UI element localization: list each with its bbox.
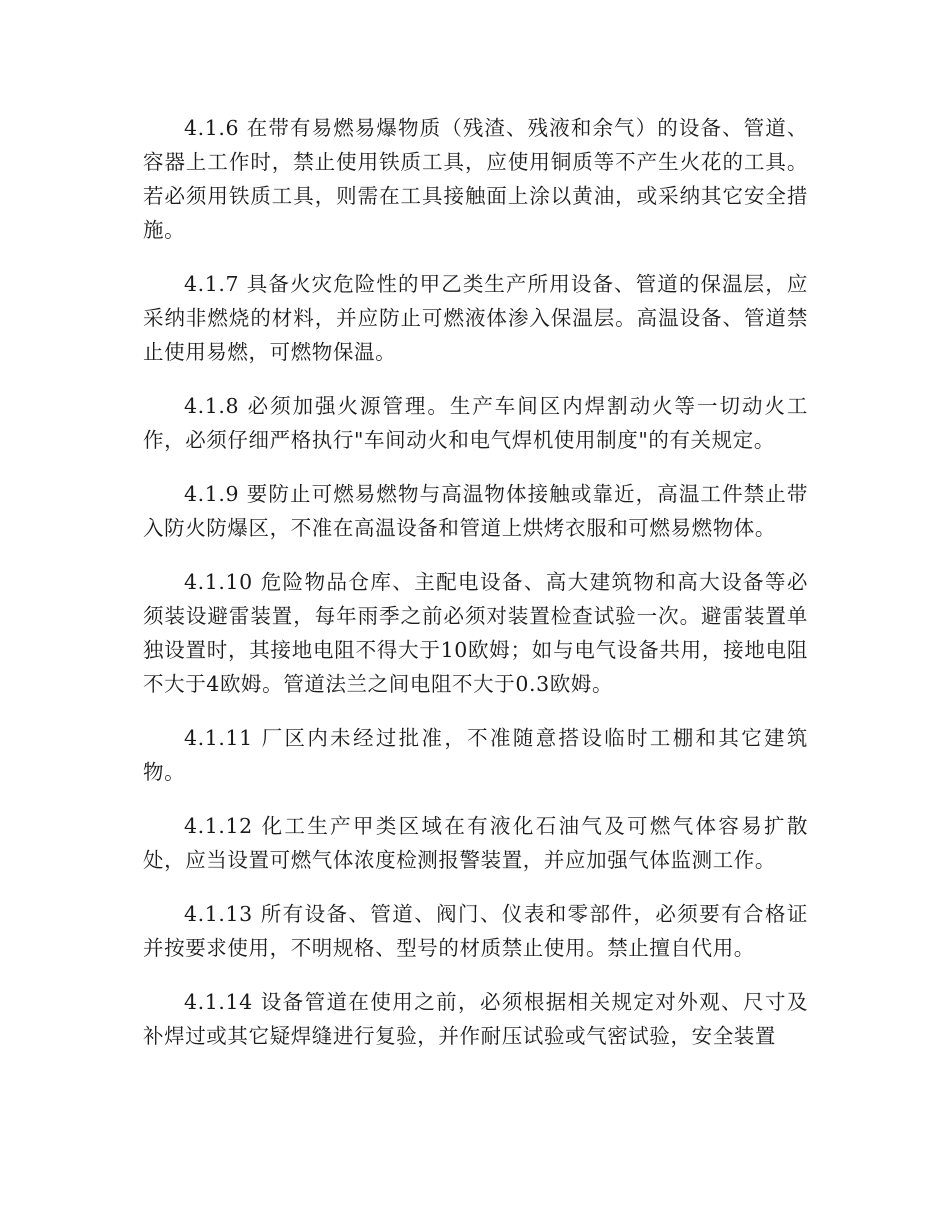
document-body xyxy=(143,111,808,1073)
paragraph-4-1-8: 4.1.8 必须加强火源管理。生产车间区内焊割动火等一切动火工作，必须仔细严格执行"车间动火和电气焊机使用制度"的有关规定。 xyxy=(143,394,808,452)
paragraph-4-1-11: 4.1.11 厂区内未经过批准，不准随意搭设临时工棚和其它建筑物。 xyxy=(143,726,808,784)
paragraph-4-1-6: 4.1.6 在带有易燃易爆物质（残渣、残液和余气）的设备、管道、容器上工作时，禁止使用铁质工具，应使用铜质等不产生火花的工具。若必须用铁质工具，则需在工具接触面上涂以黄油，或采纳其它安全措施。 xyxy=(143,116,808,242)
paragraph-4-1-9: 4.1.9 要防止可燃易燃物与高温物体接触或靠近，高温工件禁止带入防火防爆区，不准在高温设备和管道上烘烤衣服和可燃易燃物体。 xyxy=(143,482,808,540)
paragraph-4-1-7: 4.1.7 具备火灾危险性的甲乙类生产所用设备、管道的保温层，应采纳非燃烧的材料，并应防止可燃液体渗入保温层。高温设备、管道禁止使用易燃，可燃物保温。 xyxy=(143,272,808,364)
paragraph-4-1-13: 4.1.13 所有设备、管道、阀门、仪表和零部件，必须要有合格证并按要求使用，不明规格、型号的材质禁止使用。禁止擅自代用。 xyxy=(143,902,808,960)
paragraph-4-1-14: 4.1.14 设备管道在使用之前，必须根据相关规定对外观、尺寸及补焊过或其它疑焊缝进行复验，并作耐压试验或气密试验，安全装置 xyxy=(143,990,808,1048)
paragraph-4-1-10: 4.1.10 危险物品仓库、主配电设备、高大建筑物和高大设备等必须装设避雷装置，每年雨季之前必须对装置检查试验一次。避雷装置单独设置时，其接地电阻不得大于10欧姆；如与电气设备共用，接地电阻不大于4欧姆。管道法兰之间电阻不大于0.3欧姆。 xyxy=(143,570,808,696)
paragraph-4-1-12: 4.1.12 化工生产甲类区域在有液化石油气及可燃气体容易扩散处，应当设置可燃气体浓度检测报警装置，并应加强气体监测工作。 xyxy=(143,814,808,872)
